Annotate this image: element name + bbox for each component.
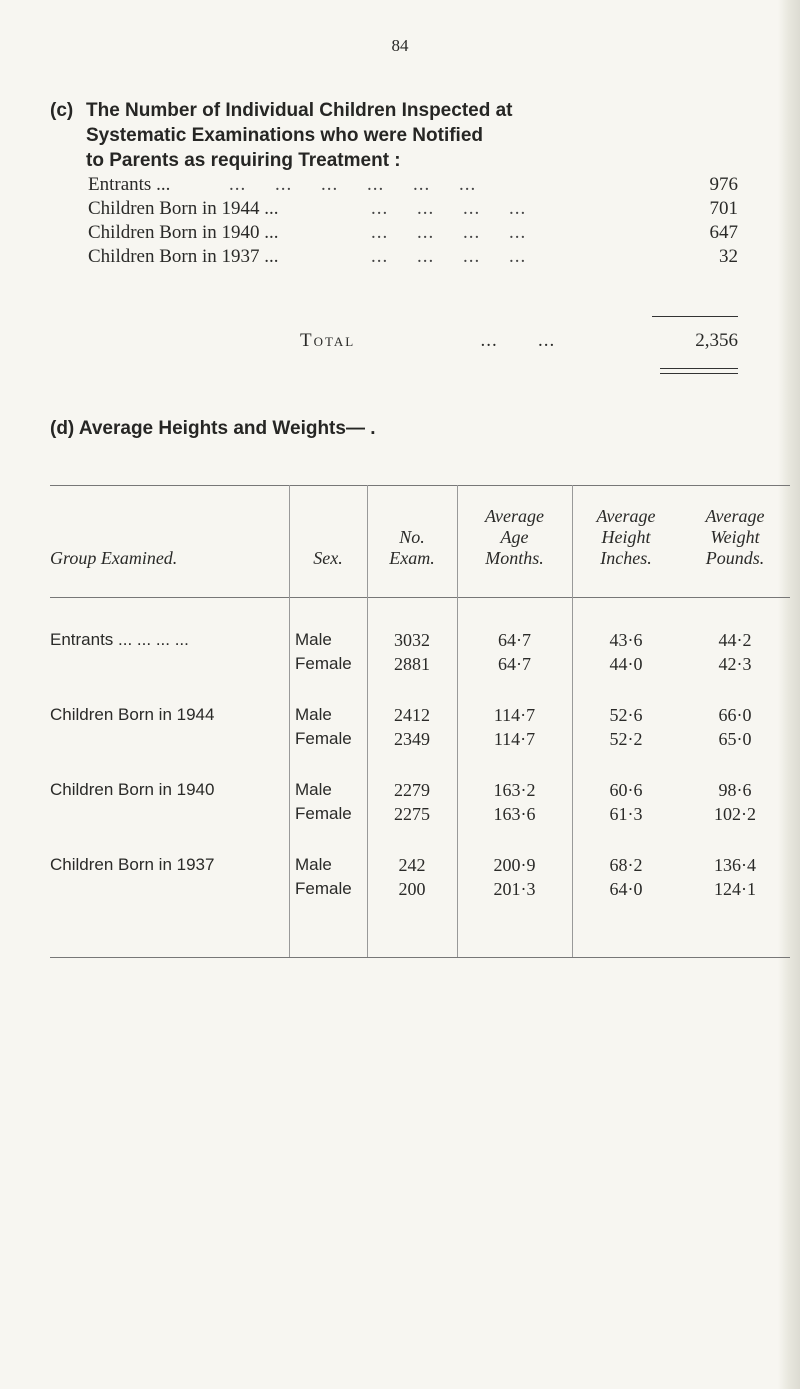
table-top-rule bbox=[50, 485, 790, 486]
summary-label: Children Born in 1944 ... bbox=[88, 198, 279, 219]
weight-cell: 136·4 bbox=[714, 855, 756, 875]
section-c-label: (c) bbox=[50, 100, 74, 121]
summary-row-born-1937 bbox=[88, 246, 738, 270]
group-label: Children Born in 1940 bbox=[50, 780, 215, 799]
page-edge-shadow bbox=[778, 0, 800, 1389]
page-number: 84 bbox=[391, 36, 409, 55]
weight-cell: 124·1 bbox=[714, 879, 756, 899]
age-cell: 114·7 bbox=[493, 705, 536, 725]
col-header-weight-1: Average bbox=[705, 506, 765, 526]
col-header-weight-3: Pounds. bbox=[705, 548, 765, 568]
weight-cell: 42·3 bbox=[718, 654, 752, 674]
sex-cell: Female bbox=[295, 879, 352, 898]
height-cell: 44·0 bbox=[609, 654, 643, 674]
weight-cell: 66·0 bbox=[718, 705, 752, 725]
age-cell: 64·7 bbox=[498, 630, 531, 650]
exam-cell: 3032 bbox=[394, 630, 430, 650]
sex-cell: Female bbox=[295, 729, 352, 748]
height-cell: 52·2 bbox=[609, 729, 643, 749]
total-rule bbox=[652, 316, 738, 317]
age-cell: 64·7 bbox=[498, 654, 531, 674]
sex-cell: Female bbox=[295, 804, 352, 823]
col-header-age-1: Average bbox=[485, 506, 544, 526]
col-header-age-2: Age bbox=[500, 527, 529, 547]
col-header-height-1: Average bbox=[596, 506, 656, 526]
weight-cell: 65·0 bbox=[718, 729, 752, 749]
summary-row-born-1940 bbox=[88, 222, 738, 246]
sex-cell: Female bbox=[295, 654, 352, 673]
col-header-exam-1: No. bbox=[399, 527, 425, 547]
section-c-heading-line-3: to Parents as requiring Treatment : bbox=[86, 150, 401, 171]
leader-dots: ... ... bbox=[446, 330, 556, 351]
height-cell: 64·0 bbox=[609, 879, 643, 899]
sex-cell: Male bbox=[295, 780, 332, 799]
section-c-heading-line-2: Systematic Examinations who were Notified bbox=[86, 125, 483, 146]
col-header-group: Group Examined. bbox=[50, 548, 178, 568]
total-value: 2,356 bbox=[695, 330, 738, 351]
summary-value: 647 bbox=[709, 222, 738, 243]
sex-cell: Male bbox=[295, 705, 332, 724]
leader-dots: ... ... ... ... bbox=[348, 222, 527, 243]
leader-dots: ... ... ... ... bbox=[348, 246, 527, 267]
age-cell: 114·7 bbox=[493, 729, 536, 749]
leader-dots: ... ... ... ... ... ... bbox=[206, 174, 477, 195]
exam-cell: 2881 bbox=[394, 654, 430, 674]
exam-cell: 2349 bbox=[394, 729, 430, 749]
col-header-weight-2: Weight bbox=[710, 527, 760, 547]
age-cell: 163·6 bbox=[493, 804, 536, 824]
summary-row-entrants bbox=[88, 174, 738, 198]
sex-cell: Male bbox=[295, 855, 332, 874]
col-header-exam-2: Exam. bbox=[389, 548, 435, 568]
section-c-heading-line-1: The Number of Individual Children Inspected at bbox=[86, 100, 513, 121]
col-header-age-3: Months. bbox=[485, 548, 544, 568]
exam-cell: 200 bbox=[398, 879, 426, 899]
age-cell: 163·2 bbox=[493, 780, 536, 800]
table-header-rule bbox=[50, 597, 790, 598]
summary-value: 976 bbox=[709, 174, 738, 195]
table-bottom-rule bbox=[50, 957, 790, 958]
total-double-rule bbox=[660, 368, 738, 374]
height-cell: 68·2 bbox=[609, 855, 643, 875]
height-cell: 43·6 bbox=[609, 630, 643, 650]
exam-cell: 2275 bbox=[394, 804, 430, 824]
leader-dots: ... ... ... ... bbox=[348, 198, 527, 219]
age-cell: 201·3 bbox=[493, 879, 536, 899]
col-header-height-3: Inches. bbox=[600, 548, 652, 568]
col-header-sex: Sex. bbox=[313, 548, 343, 568]
summary-value: 701 bbox=[709, 198, 738, 219]
height-cell: 60·6 bbox=[609, 780, 643, 800]
weight-cell: 44·2 bbox=[718, 630, 752, 650]
weight-cell: 98·6 bbox=[718, 780, 752, 800]
group-label: Children Born in 1944 bbox=[50, 705, 215, 724]
summary-label: Children Born in 1940 ... bbox=[88, 222, 279, 243]
exam-cell: 242 bbox=[398, 855, 426, 875]
total-label: Total bbox=[300, 330, 356, 351]
weight-cell: 102·2 bbox=[714, 804, 756, 824]
exam-cell: 2279 bbox=[394, 780, 430, 800]
summary-row-born-1944 bbox=[88, 198, 738, 222]
height-cell: 52·6 bbox=[609, 705, 643, 725]
summary-value: 32 bbox=[719, 246, 738, 267]
age-cell: 200·9 bbox=[493, 855, 536, 875]
height-cell: 61·3 bbox=[609, 804, 643, 824]
group-label: Children Born in 1937 bbox=[50, 855, 215, 874]
group-label: Entrants ... ... ... ... bbox=[50, 630, 189, 649]
section-d-heading: (d) Average Heights and Weights— . bbox=[50, 418, 376, 439]
summary-label: Entrants ... bbox=[88, 174, 171, 195]
exam-cell: 2412 bbox=[394, 705, 430, 725]
summary-label: Children Born in 1937 ... bbox=[88, 246, 279, 267]
col-header-height-2: Height bbox=[601, 527, 651, 547]
sex-cell: Male bbox=[295, 630, 332, 649]
